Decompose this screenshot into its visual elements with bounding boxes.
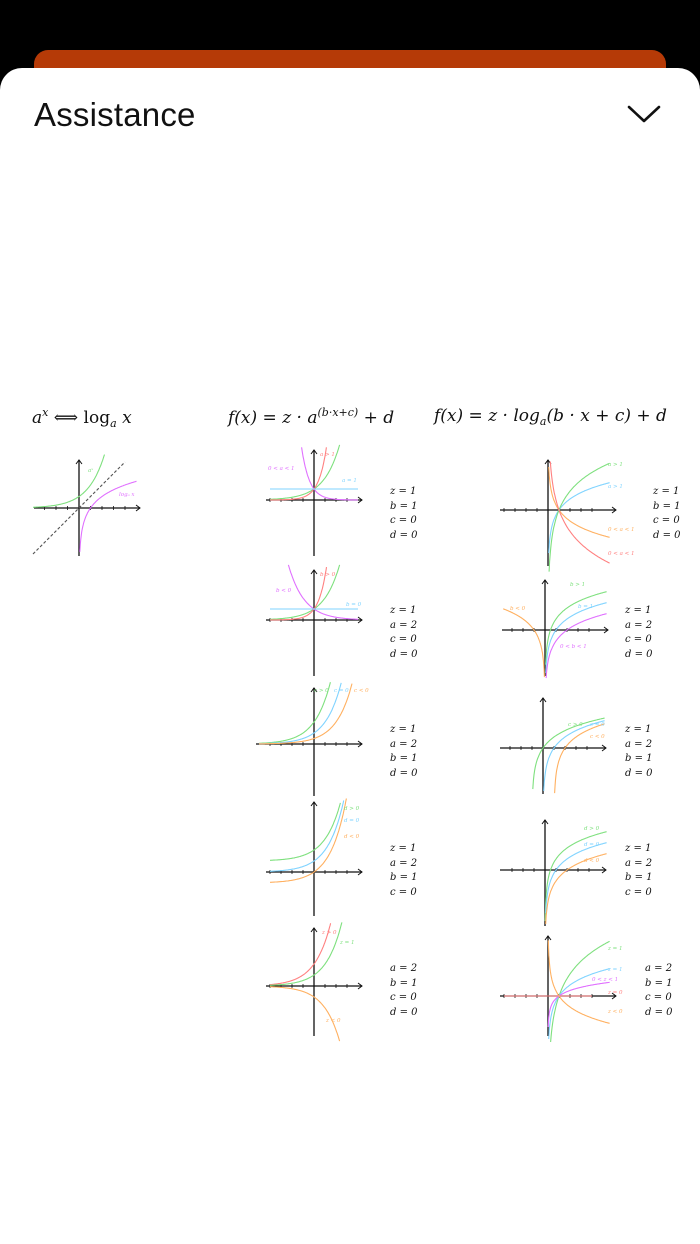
curve-label: z < 0 [326,1018,341,1024]
plot-log-vary-d [498,818,608,928]
curve-label: d < 0 [584,858,600,864]
params-exp-3: z = 1 a = 2 b = 1 d = 0 [390,724,418,779]
params-exp-5: a = 2 b = 1 c = 0 d = 0 [390,963,418,1018]
params-exp-2: z = 1 a = 2 c = 0 d = 0 [390,605,418,660]
curve-1 [549,463,610,571]
curve-label: d = 0 [584,842,600,848]
curve-1 [546,843,607,913]
plot-exp-vary-z [264,926,364,1038]
curve-label: b = 0 [346,602,362,608]
curve-3 [550,462,609,563]
plot-exp-vary-d [264,800,364,918]
params-exp-1: z = 1 b = 1 c = 0 d = 0 [390,486,418,541]
plot-exp-vary-a [264,448,364,558]
curve-label: 0 < a < 1 [608,527,635,533]
curve-label: z = 1 [340,940,355,946]
plot-exp-vs-log [32,458,142,558]
curve-2 [549,467,610,537]
curve-2 [546,854,607,924]
params-log-3: z = 1 a = 2 b = 1 d = 0 [625,724,653,779]
curve-label: c > 0 [568,722,583,728]
params-log-1: z = 1 b = 1 c = 0 d = 0 [653,486,681,541]
curve-1 [270,801,344,872]
curve-label: 0 < b < 1 [560,644,587,650]
chevron-down-icon[interactable] [626,102,662,126]
curve-label: d = 0 [344,818,360,824]
curve-label: c > 0 [314,688,329,694]
curve-3 [503,609,544,677]
curve-0 [33,455,105,508]
params-log-4: z = 1 a = 2 b = 1 c = 0 [625,843,653,898]
curve-label: z = 0 [608,990,623,996]
curve-label: 0 < a < 1 [608,551,635,557]
heading-exp-log-equivalence: $a^x$ ⟺ $\log_a x$ [32,406,132,430]
plot-log-vary-z [498,934,623,1038]
curve-label: a = 1 [342,478,357,484]
curve-label: 0 < z < 1 [592,977,619,983]
heading-logarithmic-function: $f(x) = z \cdot \log_a(b \cdot x + c) + d$ [434,406,667,428]
curve-label: logₐ x [119,492,135,498]
curve-1 [544,721,605,791]
curve-label: aˣ [88,468,94,474]
curve-label: b < 0 [276,588,292,594]
curve-label: z = 1 [608,946,623,952]
params-log-5: a = 2 b = 1 c = 0 d = 0 [645,963,673,1018]
heading-exponential-function: $f(x) = z \cdot a^{(b\cdot x+c)} + d$ [228,406,395,428]
curve-label: b = 1 [578,604,594,610]
plot-exp-vary-c [254,686,369,798]
params-exp-4: z = 1 a = 2 b = 1 c = 0 [390,843,418,898]
curve-label: a > 1 [608,484,623,490]
sheet-title: Assistance [34,96,196,133]
curve-label: b > 1 [570,582,586,588]
curve-label: z = 1 [608,967,623,973]
curve-label: b < 0 [510,606,526,612]
curve-label: a > 1 [608,462,623,468]
curve-label: d > 0 [344,806,360,812]
curve-label: z < 0 [608,1009,623,1015]
curve-1 [546,603,607,673]
plot-exp-vary-b [264,568,364,678]
curve-2 [270,799,346,883]
curve-0 [270,803,340,860]
curve-label: a > 1 [320,452,335,458]
curve-label: 0 < a < 1 [268,466,295,472]
curve-label: z > 0 [322,930,337,936]
curve-2 [270,987,340,1041]
plot-log-vary-c [498,696,608,796]
curve-label: c < 0 [590,734,605,740]
curve-label: b > 0 [320,572,336,578]
assistance-sheet [0,68,700,1244]
curve-label: d < 0 [344,834,360,840]
curve-label: c = 0 [590,722,605,728]
curve-1 [270,447,326,500]
plot-log-vary-b [500,578,610,678]
curve-label: c < 0 [354,688,369,694]
curve-0 [551,941,610,1042]
params-log-2: z = 1 a = 2 c = 0 d = 0 [625,605,653,660]
curve-0 [546,592,607,665]
curve-label: c = 0 [334,688,349,694]
curve-label: d > 0 [584,826,600,832]
plot-log-vary-a [498,458,635,568]
